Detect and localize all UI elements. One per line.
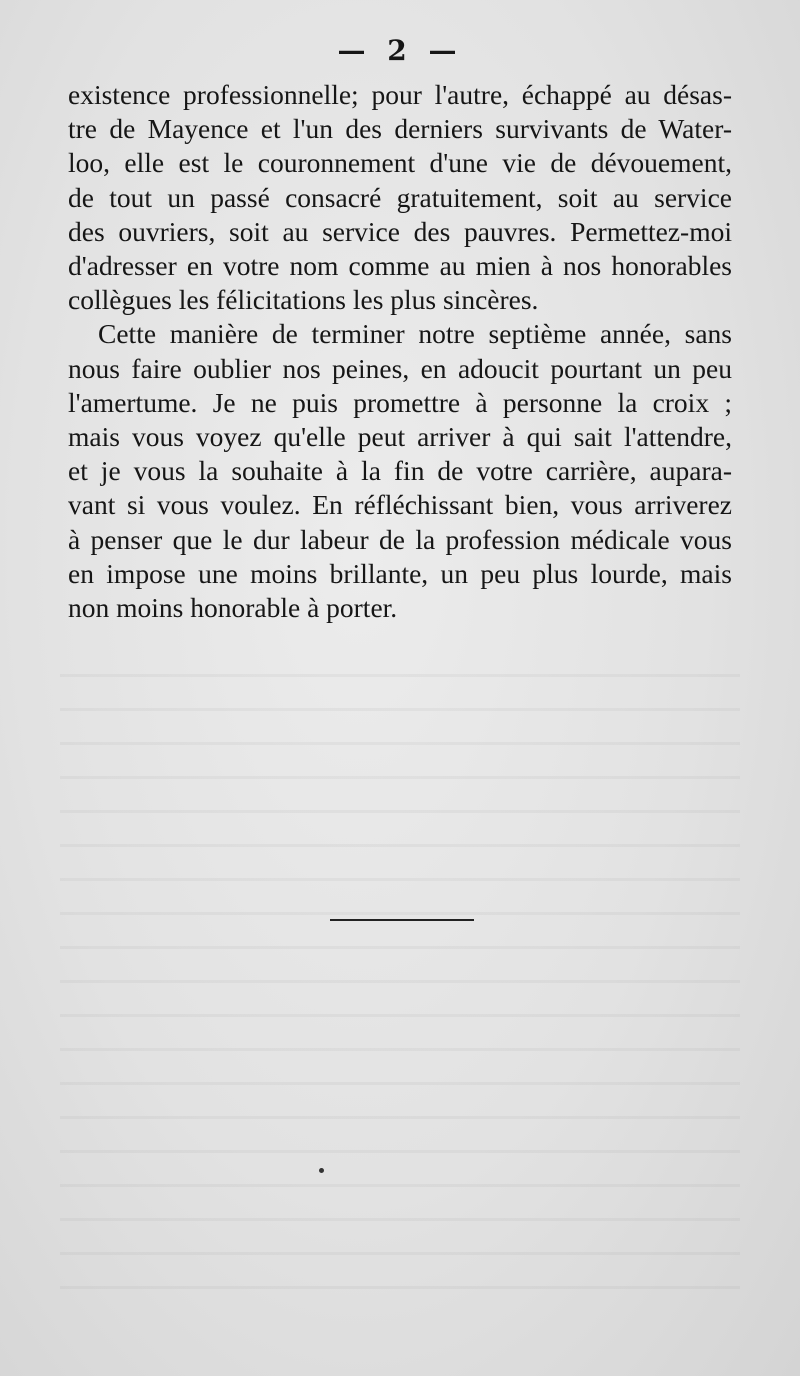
text-line: de tout un passé consacré gratuitement, soit au service	[68, 181, 732, 213]
text-line: nous faire oublier nos peines, en adoucit pourtant un peu	[68, 352, 732, 384]
text-line: des ouvriers, soit au service des pauvres. Permettez-moi	[68, 215, 732, 247]
text-line: à penser que le dur labeur de la profession médicale vous	[68, 523, 732, 555]
text-line: collègues les félicitations les plus sincères.	[68, 284, 539, 316]
text-line: existence professionnelle; pour l'autre, échappé au désas-	[68, 79, 732, 110]
text-line: Cette manière de terminer notre septième année, sans	[98, 318, 732, 350]
text-line: non moins honorable à porter.	[68, 592, 398, 624]
show-through-texture	[60, 650, 740, 1300]
ink-dot	[319, 1168, 324, 1173]
text-line: l'amertume. Je ne puis promettre à personne la croix ;	[68, 386, 732, 418]
page-number: — 2 —	[337, 34, 463, 67]
paragraph-1	[68, 78, 732, 317]
text-line: mais vous voyez qu'elle peut arriver à qui sait l'attendre,	[68, 421, 732, 453]
text-line: vant si vous voulez. En réfléchissant bien, vous arriverez	[68, 489, 732, 521]
text-line: et je vous la souhaite à la fin de votre carrière, aupara-	[68, 455, 732, 487]
section-divider-rule	[330, 919, 474, 921]
paragraph-2	[68, 317, 732, 625]
text-line: en impose une moins brillante, un peu plus lourde, mais	[68, 557, 732, 589]
text-line: loo, elle est le couronnement d'une vie de dévouement,	[68, 147, 732, 179]
text-line: tre de Mayence et l'un des derniers survivants de Water-	[68, 113, 732, 145]
body-text	[68, 78, 732, 625]
text-line: d'adresser en votre nom comme au mien à nos honorables	[68, 250, 732, 282]
